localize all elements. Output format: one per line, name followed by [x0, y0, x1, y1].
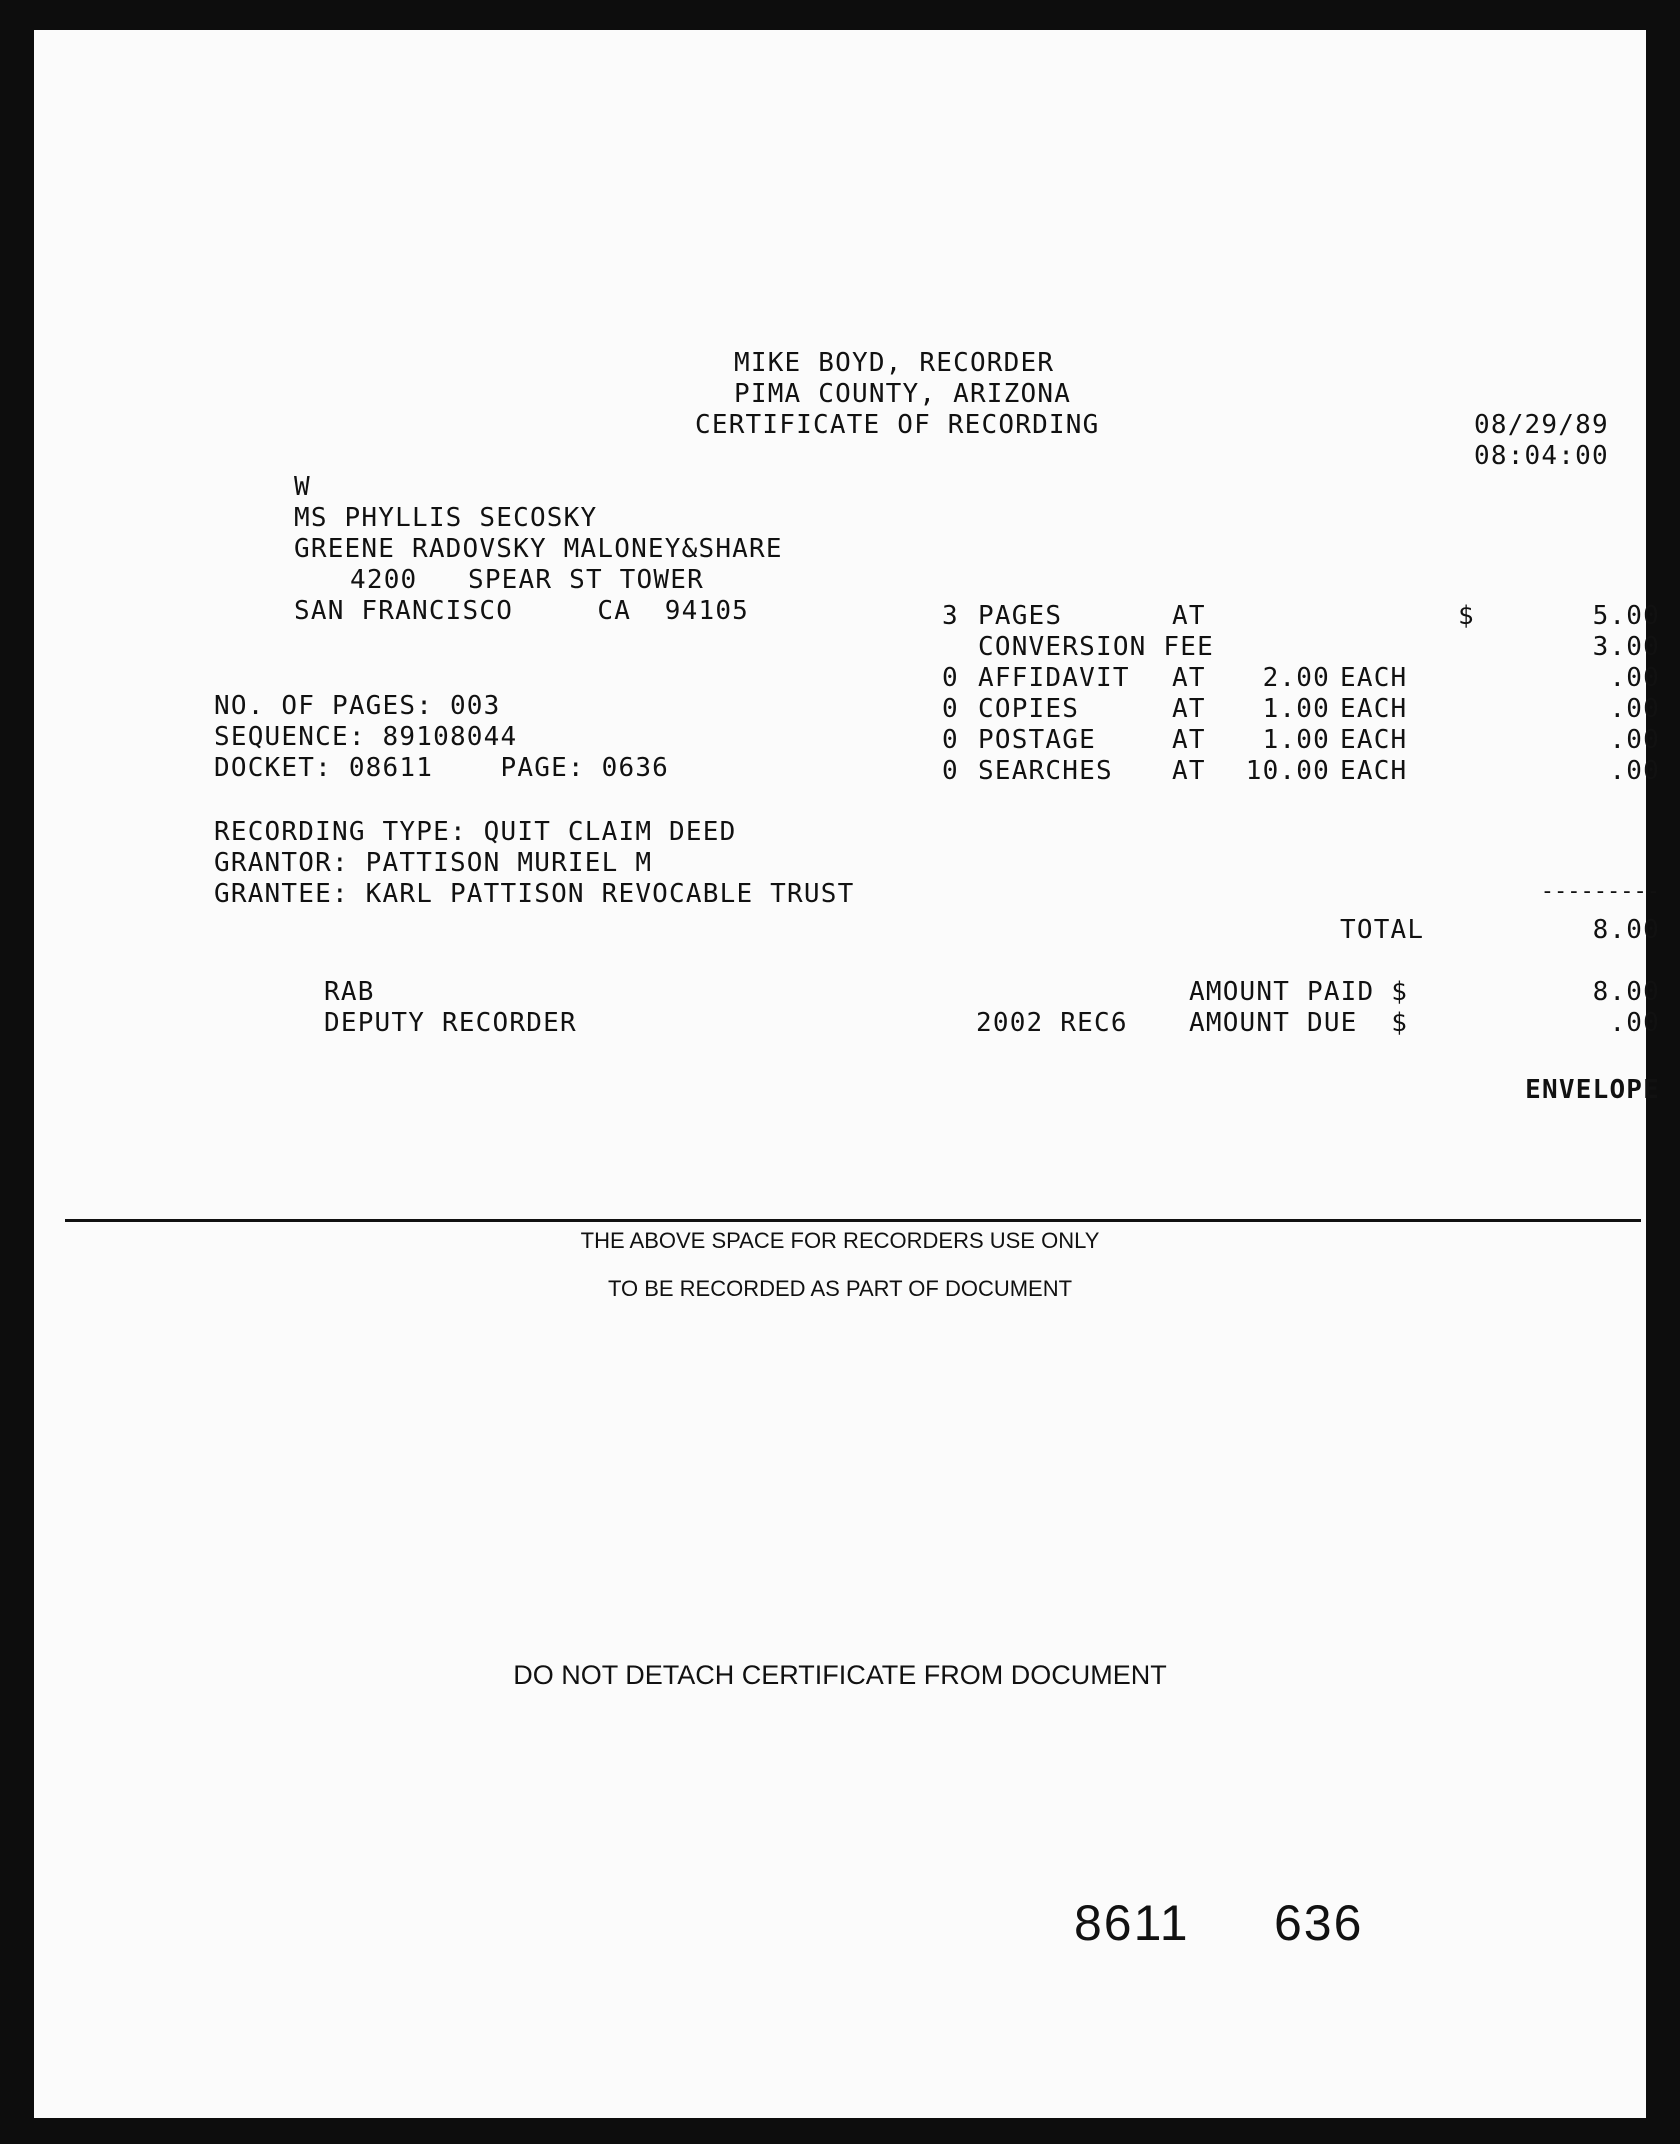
- fee-qty: 0: [942, 663, 959, 693]
- do-not-detach-warning: DO NOT DETACH CERTIFICATE FROM DOCUMENT: [513, 1660, 1167, 1690]
- handwritten-page: 636: [1274, 1895, 1364, 1951]
- number-of-pages: NO. OF PAGES: 003: [214, 691, 501, 721]
- fee-qty: 3: [942, 601, 959, 631]
- addressee-city: SAN FRANCISCO CA 94105: [294, 596, 750, 626]
- recording-time: 08:04:00: [1474, 441, 1609, 471]
- recording-type: RECORDING TYPE: QUIT CLAIM DEED: [214, 817, 737, 847]
- docket-page: DOCKET: 08611 PAGE: 0636: [214, 753, 670, 783]
- fee-item: AFFIDAVIT: [978, 663, 1130, 693]
- deputy-title: DEPUTY RECORDER: [324, 1008, 577, 1038]
- fee-rate: 2.00: [1262, 663, 1330, 693]
- fee-at: AT: [1172, 601, 1206, 631]
- address-code: W: [294, 472, 311, 502]
- recorder-name: MIKE BOYD, RECORDER: [734, 348, 1055, 378]
- fee-item: SEARCHES: [978, 756, 1113, 786]
- fee-amount: .00: [1609, 694, 1660, 724]
- record-as-part-notice: TO BE RECORDED AS PART OF DOCUMENT: [607, 1276, 1073, 1301]
- fee-amount: 3.00: [1592, 632, 1660, 662]
- fee-at: AT: [1172, 663, 1206, 693]
- deputy-initials: RAB: [324, 977, 375, 1007]
- handwritten-docket: 8611: [1074, 1895, 1190, 1951]
- fee-each: EACH: [1340, 663, 1408, 693]
- amount-due-value: .00: [1609, 1008, 1660, 1038]
- addressee-street: 4200 SPEAR ST TOWER: [350, 565, 704, 595]
- fee-item: PAGES: [978, 601, 1063, 631]
- addressee-name: MS PHYLLIS SECOSKY: [294, 503, 598, 533]
- fee-item: CONVERSION FEE: [978, 632, 1214, 662]
- document-page: [34, 30, 1660, 2118]
- envelope-label: ENVELOPE: [1525, 1075, 1660, 1105]
- divider-line: [65, 1219, 1641, 1222]
- fee-amount: .00: [1609, 725, 1660, 755]
- fee-dollar: $: [1458, 601, 1475, 631]
- fee-item: POSTAGE: [978, 725, 1096, 755]
- fee-qty: 0: [942, 725, 959, 755]
- amount-paid-label: AMOUNT PAID $: [1189, 977, 1409, 1007]
- fee-each: EACH: [1340, 694, 1408, 724]
- total-rule: ---------: [1540, 879, 1660, 904]
- grantor: GRANTOR: PATTISON MURIEL M: [214, 848, 653, 878]
- fee-amount: 5.00: [1592, 601, 1660, 631]
- sequence-number: SEQUENCE: 89108044: [214, 722, 518, 752]
- fee-at: AT: [1172, 694, 1206, 724]
- amount-paid-value: 8.00: [1592, 977, 1660, 1007]
- fee-rate: 1.00: [1262, 725, 1330, 755]
- document-title: CERTIFICATE OF RECORDING: [695, 410, 1100, 440]
- fee-amount: .00: [1609, 756, 1660, 786]
- county-name: PIMA COUNTY, ARIZONA: [734, 379, 1072, 409]
- fee-rate: 1.00: [1262, 694, 1330, 724]
- fee-rate: 10.00: [1245, 756, 1330, 786]
- fee-amount: .00: [1609, 663, 1660, 693]
- amount-due-label: AMOUNT DUE $: [1189, 1008, 1409, 1038]
- fee-qty: 0: [942, 756, 959, 786]
- fee-at: AT: [1172, 756, 1206, 786]
- fee-at: AT: [1172, 725, 1206, 755]
- total-label: TOTAL: [1340, 915, 1425, 945]
- fee-qty: 0: [942, 694, 959, 724]
- fee-item: COPIES: [978, 694, 1080, 724]
- grantee: GRANTEE: KARL PATTISON REVOCABLE TRUST: [214, 879, 855, 909]
- register-code: 2002 REC6: [976, 1008, 1128, 1038]
- fee-each: EACH: [1340, 725, 1408, 755]
- total-value: 8.00: [1592, 915, 1660, 945]
- addressee-firm: GREENE RADOVSKY MALONEY&SHARE: [294, 534, 783, 564]
- fee-each: EACH: [1340, 756, 1408, 786]
- recording-date: 08/29/89: [1474, 410, 1609, 440]
- recorders-use-notice: THE ABOVE SPACE FOR RECORDERS USE ONLY: [580, 1228, 1100, 1253]
